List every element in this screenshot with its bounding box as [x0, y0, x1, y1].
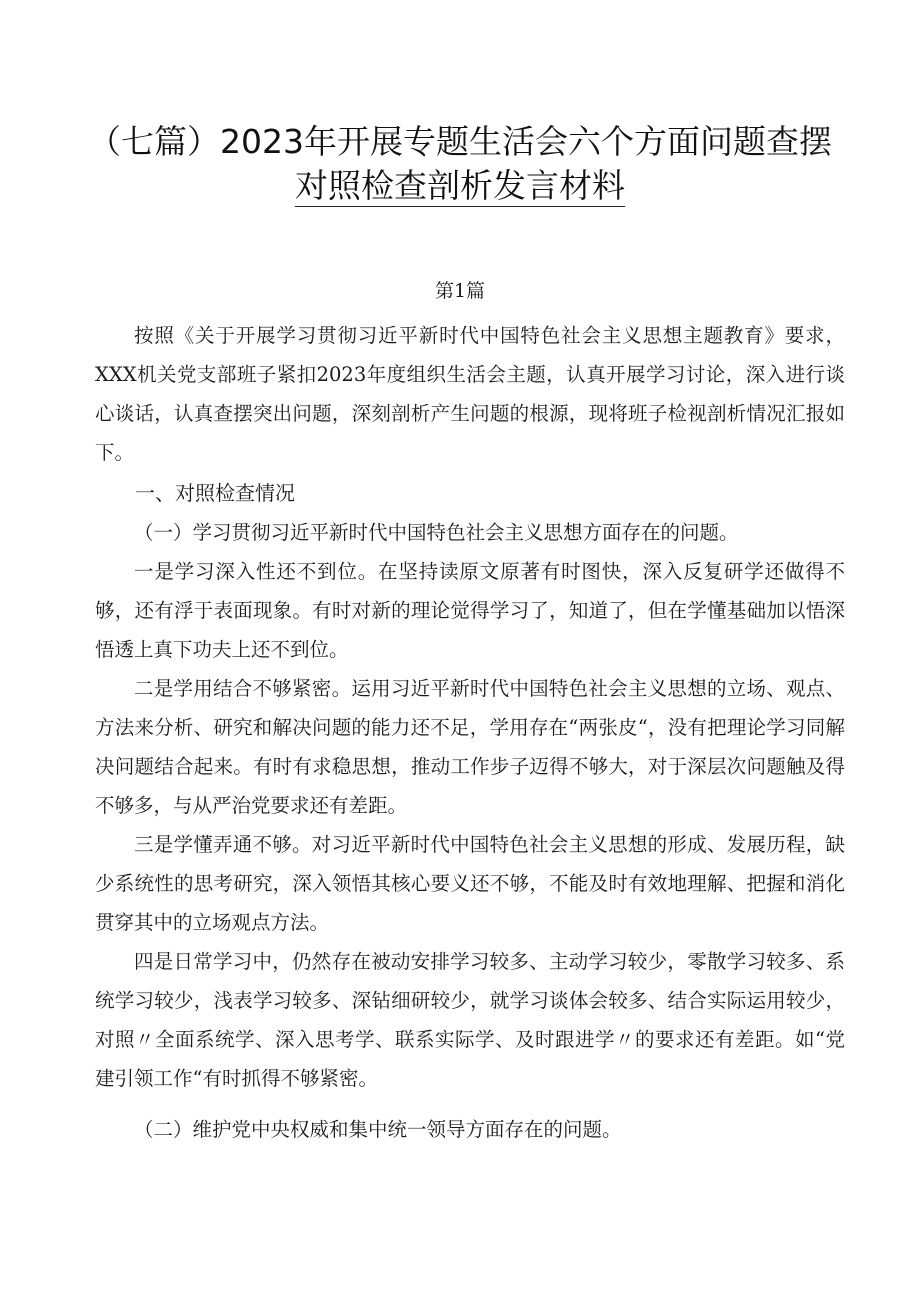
document-title-line-1: （七篇）2023年开展专题生活会六个方面问题查摆: [88, 122, 832, 161]
document-title-line-2: [60, 164, 860, 208]
subsection-heading-1: （一）学习贯彻习近平新时代中国特色社会主义思想方面存在的问题。: [134, 521, 739, 544]
paragraph-point-2: 二是学用结合不够紧密。运用习近平新时代中国特色社会主义思想的立场、观点、方法来分析、研究和解决问题的能力还不足，学用存在“两张皮“，没有把理论学习同解决问题结合起来。有时有求稳思想，推动工作步子迈得不够大，对于深层次问题触及得不够多，与从严治党要求还有差距。: [95, 677, 845, 817]
intro-paragraph: 按照《关于开展学习贯彻习近平新时代中国特色社会主义思想主题教育》要求，XXX机关党支部班子紧扣2023年度组织生活会主题，认真开展学习讨论，深入进行谈心谈话，认真查摆突出问题，深刻剖析产生问题的根源，现将班子检视剖析情况汇报如下。: [95, 324, 845, 464]
paragraph-point-4: 四是日常学习中，仍然存在被动安排学习较多、主动学习较少，零散学习较多、系统学习较少，浅表学习较多、深钻细研较少，就学习谈体会较多、结合实际运用较少，对照〃全面系统学、深入思考学、联系实际学、及时跟进学〃的要求还有差距。如“党建引领工作“有时抓得不够紧密。: [95, 950, 845, 1090]
subsection-heading-2: （二）维护党中央权威和集中统一领导方面存在的问题。: [134, 1118, 622, 1141]
document-title-line-2-text: 对照检查剖析发言材料: [295, 166, 625, 205]
document-body: [95, 316, 845, 1149]
paragraph-point-1: 一是学习深入性还不到位。在坚持读原文原著有时图快，深入反复研学还做得不够，还有浮于表面现象。有时对新的理论觉得学习了，知道了，但在学懂基础加以悟深悟透上真下功夫上还不到位。: [95, 560, 845, 661]
section-heading-1: 一、对照检查情况: [135, 481, 295, 505]
part-label: 第1篇: [434, 280, 486, 302]
paragraph-point-3: 三是学懂弄通不够。对习近平新时代中国特色社会主义思想的形成、发展历程，缺少系统性的思考研究，深入领悟其核心要义还不够，不能及时有效地理解、把握和消化贯穿其中的立场观点方法。: [95, 833, 845, 934]
